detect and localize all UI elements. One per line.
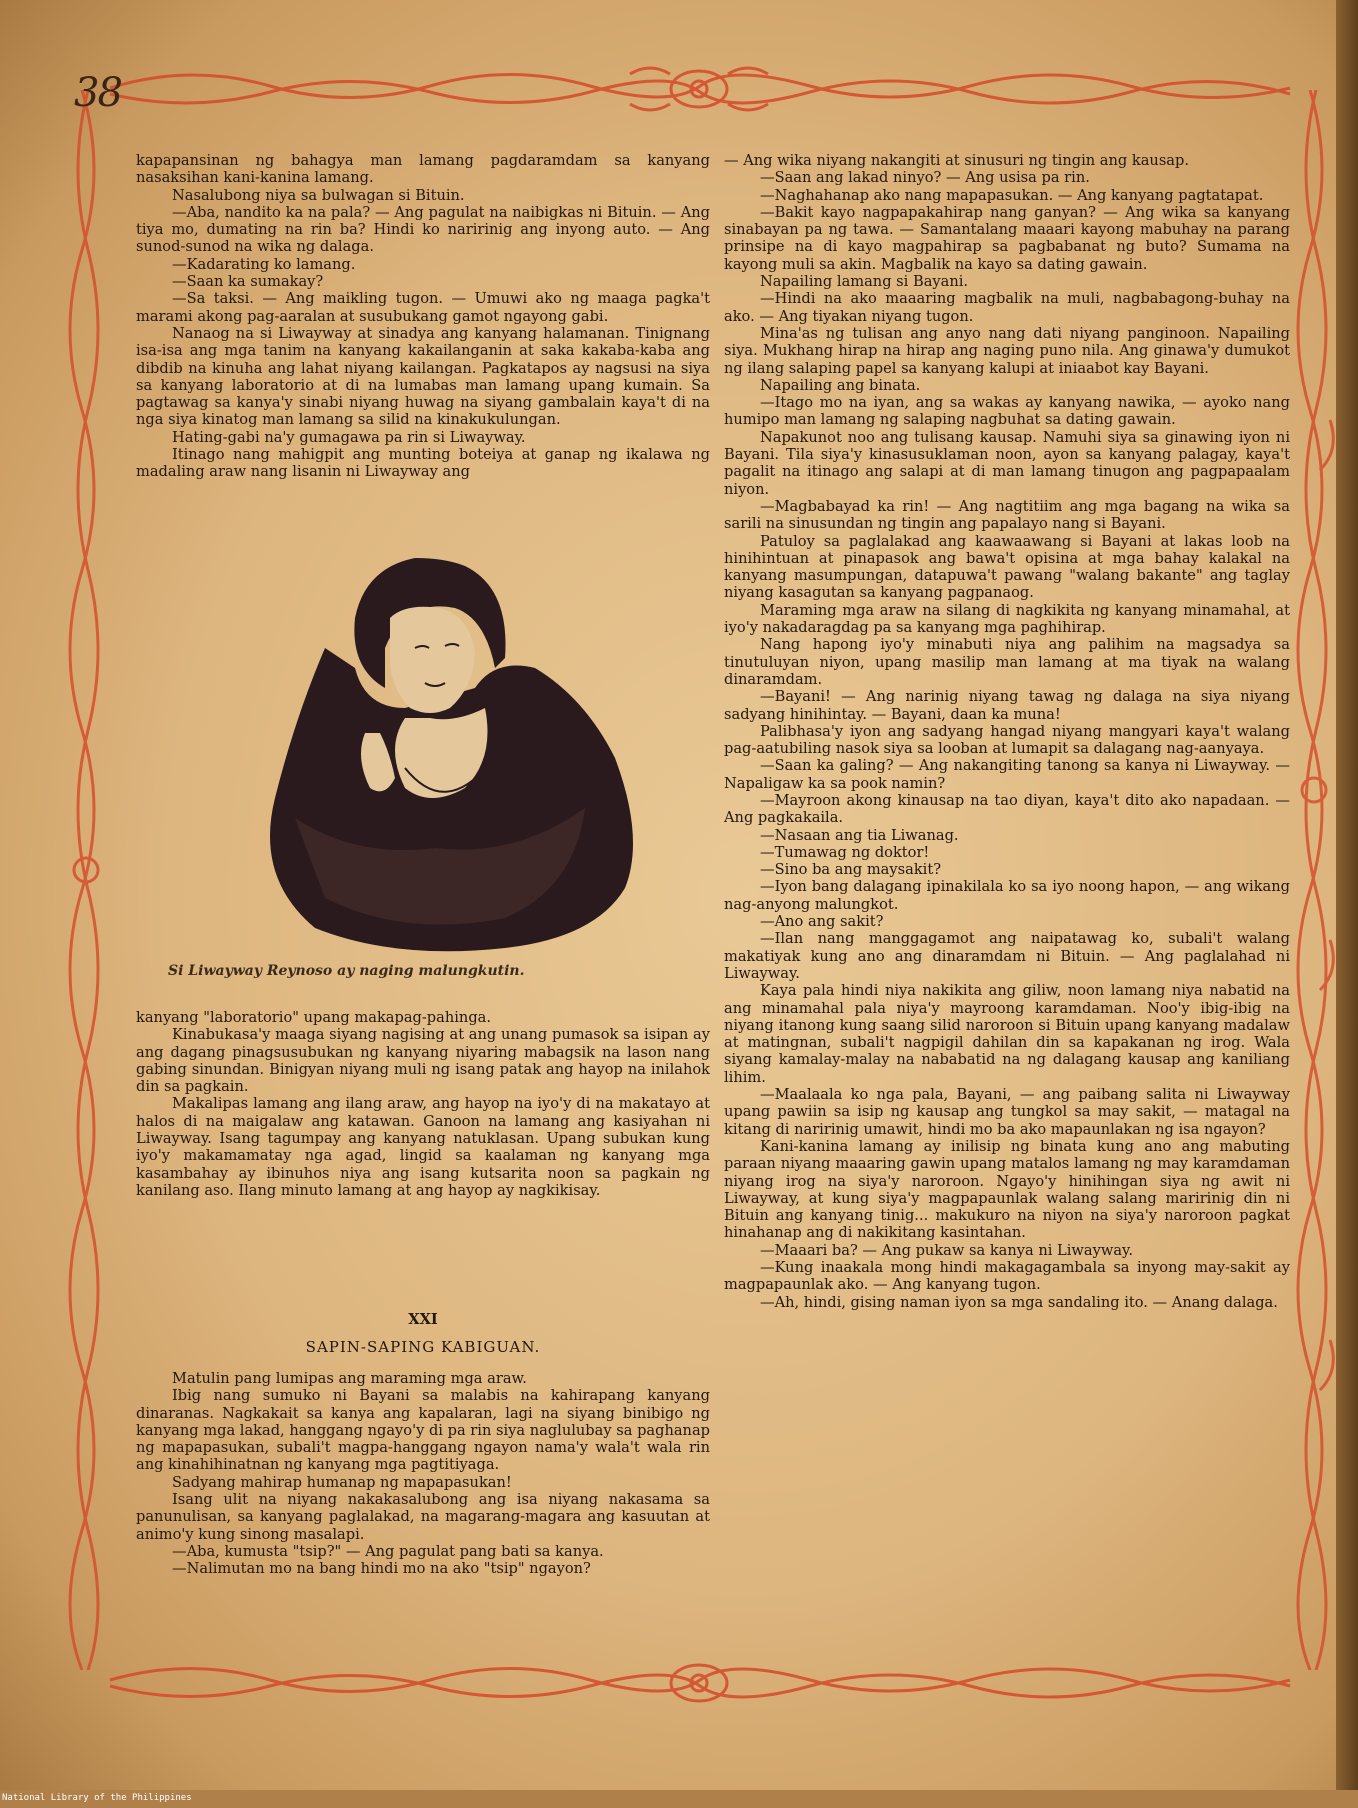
paragraph: Matulin pang lumipas ang maraming mga araw. xyxy=(172,1370,527,1387)
paragraph: kapapansinan ng bahagya man lamang pagdaramdam sa kanyang nasaksihan kani-kanina lamang. xyxy=(136,152,710,187)
paragraph: —Kung inaakala mong hindi makagagambala sa inyong may-sakit ay magpapaunlak ako. — Ang kanyang tugon. xyxy=(724,1259,1290,1294)
paragraph: —Maaari ba? — Ang pukaw sa kanya ni Liwayway. xyxy=(760,1241,1133,1259)
paragraph: —Itago mo na iyan, ang sa wakas ay kanyang nawika, — ayoko nang humipo man lamang ng salaping nagbuhat sa dating gawain. xyxy=(724,394,1290,429)
paragraph: kanyang "laboratorio" upang makapag-pahinga. xyxy=(136,1009,491,1026)
paragraph: —Sa taksi. — Ang maikling tugon. — Umuwi ako ng maaga pagka't marami akong pag-aaralan at susubukang gamot ngayong gabi. xyxy=(136,290,710,325)
paragraph: Isang ulit na niyang nakakasalubong ang isa niyang nakasama sa panunulisan, sa kanyang paglalakad, na magarang-magara ang kasuutan at animo'y kung sinong masalapi. xyxy=(136,1491,710,1543)
library-credit: National Library of the Philippines xyxy=(2,1793,192,1803)
paragraph: —Aba, nandito ka na pala? — Ang pagulat na naibigkas ni Bituin. — Ang tiya mo, dumating na rin ba? Hindi ko naririnig ang inyong auto. — Ang sunod-sunod na wika ng dalaga. xyxy=(136,203,710,256)
paragraph: — Ang wika niyang nakangiti at sinusuri ng tingin ang kausap. xyxy=(724,152,1189,169)
paragraph: Itinago nang mahigpit ang munting boteiya at ganap ng ikalawa ng madaling araw nang lisanin ni Liwayway ang xyxy=(136,446,710,481)
paragraph: —Nasaan ang tia Liwanag. xyxy=(760,826,959,844)
left-column-bottom-text xyxy=(136,1009,710,1199)
paragraph: —Ilan nang manggagamot ang naipatawag ko, subali't walang makatiyak kung ano ang dinaramdam ni Bituin. — Ang paglalahad ni Liwayway. xyxy=(724,930,1290,982)
paragraph: Palibhasa'y iyon ang sadyang hangad niyang mangyari kaya't walang pag-aatubiling nasok siya sa looban at lumapit sa dalagang nag-aanyaya. xyxy=(724,722,1290,758)
paragraph: —Saan ka sumakay? xyxy=(172,273,324,291)
paragraph: —Ano ang sakit? xyxy=(760,913,884,931)
paragraph: —Aba, kumusta "tsip?" — Ang pagulat pang bati sa kanya. xyxy=(172,1542,604,1560)
illustration-caption: Si Liwayway Reynoso ay naging malungkutin. xyxy=(168,963,525,979)
paragraph: Makalipas lamang ang ilang araw, ang hayop na iyo'y di na makatayo at halos di na maigalaw ang katawan. Ganoon na lamang ang kasiyahan ni Liwayway. Isang tagumpay ang kanyang natuklasan. Upang subukan kung iyo'y makamamatay nga agad, lingid sa kaalaman ng kanyang mga kasambahay ay ibinuhos niya ang isang kutsarita noon sa pagkain ng kanilang aso. Ilang minuto lamang at ang hayop ay nagkikisay. xyxy=(136,1095,710,1199)
paragraph: —Saan ang lakad ninyo? — Ang usisa pa rin. xyxy=(760,169,1090,187)
paragraph: —Maalaala ko nga pala, Bayani, — ang paibang salita ni Liwayway upang pawiin sa isip ng kausap ang tungkol sa may sakit, — matagal na kitang di naririnig umawit, hindi mo ba ako mapaunlakan ng isa ngayon? xyxy=(724,1086,1290,1138)
page-number: 38 xyxy=(74,70,121,116)
paragraph: —Hindi na ako maaaring magbalik na muli, nagbabagong-buhay na ako. — Ang tiyakan niyang tugon. xyxy=(724,290,1290,325)
paragraph: Hating-gabi na'y gumagawa pa rin si Liwayway. xyxy=(172,428,526,446)
bottom-ornament-border xyxy=(70,1652,1328,1710)
paragraph: Napailing ang binata. xyxy=(760,376,921,394)
paragraph: Nanaog na si Liwayway at sinadya ang kanyang halamanan. Tinignang isa-isa ang mga tanim na kanyang kakailanganin at saka kakaba-kaba ang dibdib na kinuha ang lahat niyang kailangan. Pagkatapos ay nagsusi na siya sa kanyang laboratorio at di na lumabas man lamang upang kumain. Sa pagtawag sa kanya'y sinabi niyang huwag na siyang gambalain kaya't di na nga siya kinatog man lamang sa silid na kinakukulungan. xyxy=(136,324,710,429)
paragraph: Nang hapong iyo'y minabuti niya ang palihim na magsadya sa tinutuluyan niyon, upang masilip man lamang at ma tiyak na walang dinaramdam. xyxy=(724,636,1290,688)
chapter-text xyxy=(136,1370,710,1578)
paragraph: Napailing lamang si Bayani. xyxy=(760,273,969,291)
paragraph: —Naghahanap ako nang mapapasukan. — Ang kanyang pagtatapat. xyxy=(760,186,1264,204)
left-ornament-border xyxy=(62,90,114,1670)
paragraph: Sadyang mahirap humanap ng mapapasukan! xyxy=(172,1473,512,1491)
paragraph: —Bayani! — Ang narinig niyang tawag ng dalaga na siya niyang sadyang hinihintay. — Bayani, daan ka muna! xyxy=(724,688,1290,723)
paragraph: Patuloy sa paglalakad ang kaawaawang si Bayani at lakas loob na hinihintuan at pinapasok ang bawa't opisina at mga bahay kalakal na kanyang masumpungan, datapuwa't pawang "walang bakante" ang taglay niyang kasagutan sa kanyang pagpanaog. xyxy=(724,532,1290,602)
paragraph: —Mayroon akong kinausap na tao diyan, kaya't dito ako napadaan. — Ang pagkakaila. xyxy=(724,791,1290,827)
paragraph: —Ah, hindi, gising naman iyon sa mga sandaling ito. — Anang dalaga. xyxy=(760,1293,1278,1311)
paragraph: Kaya pala hindi niya nakikita ang giliw, noon lamang niya nabatid na ang minamahal pala niya'y mayroong karamdaman. Noo'y ibig-ibig na niyang itanong kung saang silid naroroon si Bituin upang kanyang madalaw at matingnan, subali't nagpigil dahilan din sa kapakanan ng irog. Wala siyang kamalay-malay na nababatid na ng dalagang kausap ang kaniliang lihim. xyxy=(724,982,1290,1086)
paragraph: —Sino ba ang maysakit? xyxy=(760,861,942,879)
right-ornament-border xyxy=(1290,90,1342,1670)
left-column-top-text xyxy=(136,152,710,481)
top-ornament-border xyxy=(70,58,1328,116)
paragraph: Kani-kanina lamang ay inilisip ng binata kung ano ang mabuting paraan niyang maaaring gawin upang matalos lamang ng may karamdaman niyang irog na siya'y naroroon. Ngayo'y hinihingan siya ng awit ni Liwayway, at kung siya'y magpapaunlak walang salang maririnig din ni Bituin ang kanyang tinig... makukuro na niyon na siya'y naroroon pagkat hinahanap ang di nakikitang kasintahan. xyxy=(724,1137,1290,1242)
right-column-text xyxy=(724,152,1290,1311)
chapter-number: XXI xyxy=(408,1311,438,1328)
paragraph: Ibig nang sumuko ni Bayani sa malabis na kahirapang kanyang dinaranas. Nagkakait sa kanya ang kapalaran, lagi na siyang binibigo ng kanyang mga lakad, hanggang ngayo'y di pa rin siya naglulubay sa paghanap ng mapapasukan, subali't magpa-hanggang ngayon nama'y wala't wala rin ang kinahihinatnan ng kanyang mga pagtitiyaga. xyxy=(136,1387,710,1474)
paragraph: —Magbabayad ka rin! — Ang nagtitiim ang mga bagang na wika sa sarili na sinusundan ng tingin ang papalayo nang si Bayani. xyxy=(724,497,1290,533)
paragraph: —Iyon bang dalagang ipinakilala ko sa iyo noong hapon, — ang wikang nag-anyong malungkot. xyxy=(724,878,1290,913)
chapter-title: SAPIN-SAPING KABIGUAN. xyxy=(305,1338,541,1356)
paragraph: Napakunot noo ang tulisang kausap. Namuhi siya sa ginawing iyon ni Bayani. Tila siya'y kinasusuklaman noon, ayon sa kanyang palagay, kaya't pagalit na itinago ang salapi at di man lamang tinugon ang pagpapaalam niyon. xyxy=(724,428,1290,498)
paragraph: —Kadarating ko lamang. xyxy=(172,255,356,273)
woman-illustration xyxy=(255,558,645,960)
paragraph: —Bakit kayo nagpapakahirap nang ganyan? — Ang wika sa kanyang sinabayan pa ng tawa. — Samantalang maaari kayong mabuhay na parang prinsipe na di kayo magpahirap sa pagbabanat ng buto? Sumama na kayong muli sa akin. Magbalik na kayo sa dating gawain. xyxy=(724,203,1290,273)
paragraph: —Tumawag ng doktor! xyxy=(760,843,930,861)
paragraph: —Nalimutan mo na bang hindi mo na ako "tsip" ngayon? xyxy=(172,1560,591,1578)
paragraph: Kinabukasa'y maaga siyang nagising at ang unang pumasok sa isipan ay ang dagang pinagsusubukan ng kanyang niyaring mabagsik na lason nang gabing sinundan. Binigyan niyang muli ng isang patak ang hayop na inilahok din sa pagkain. xyxy=(136,1026,710,1096)
paragraph: Nasalubong niya sa bulwagan si Bituin. xyxy=(172,186,465,204)
paragraph: Maraming mga araw na silang di nagkikita ng kanyang minamahal, at iyo'y nakadaragdag pa sa kanyang mga paghihirap. xyxy=(724,601,1290,637)
paragraph: —Saan ka galing? — Ang nakangiting tanong sa kanya ni Liwayway. — Napaligaw ka sa pook namin? xyxy=(724,757,1290,792)
paragraph: Mina'as ng tulisan ang anyo nang dati niyang panginoon. Napailing siya. Mukhang hirap na hirap ang naging puno nila. Ang ginawa'y dumukot ng ilang salaping papel sa kanyang kalupi at iniaabot kay Bayani. xyxy=(724,324,1290,377)
